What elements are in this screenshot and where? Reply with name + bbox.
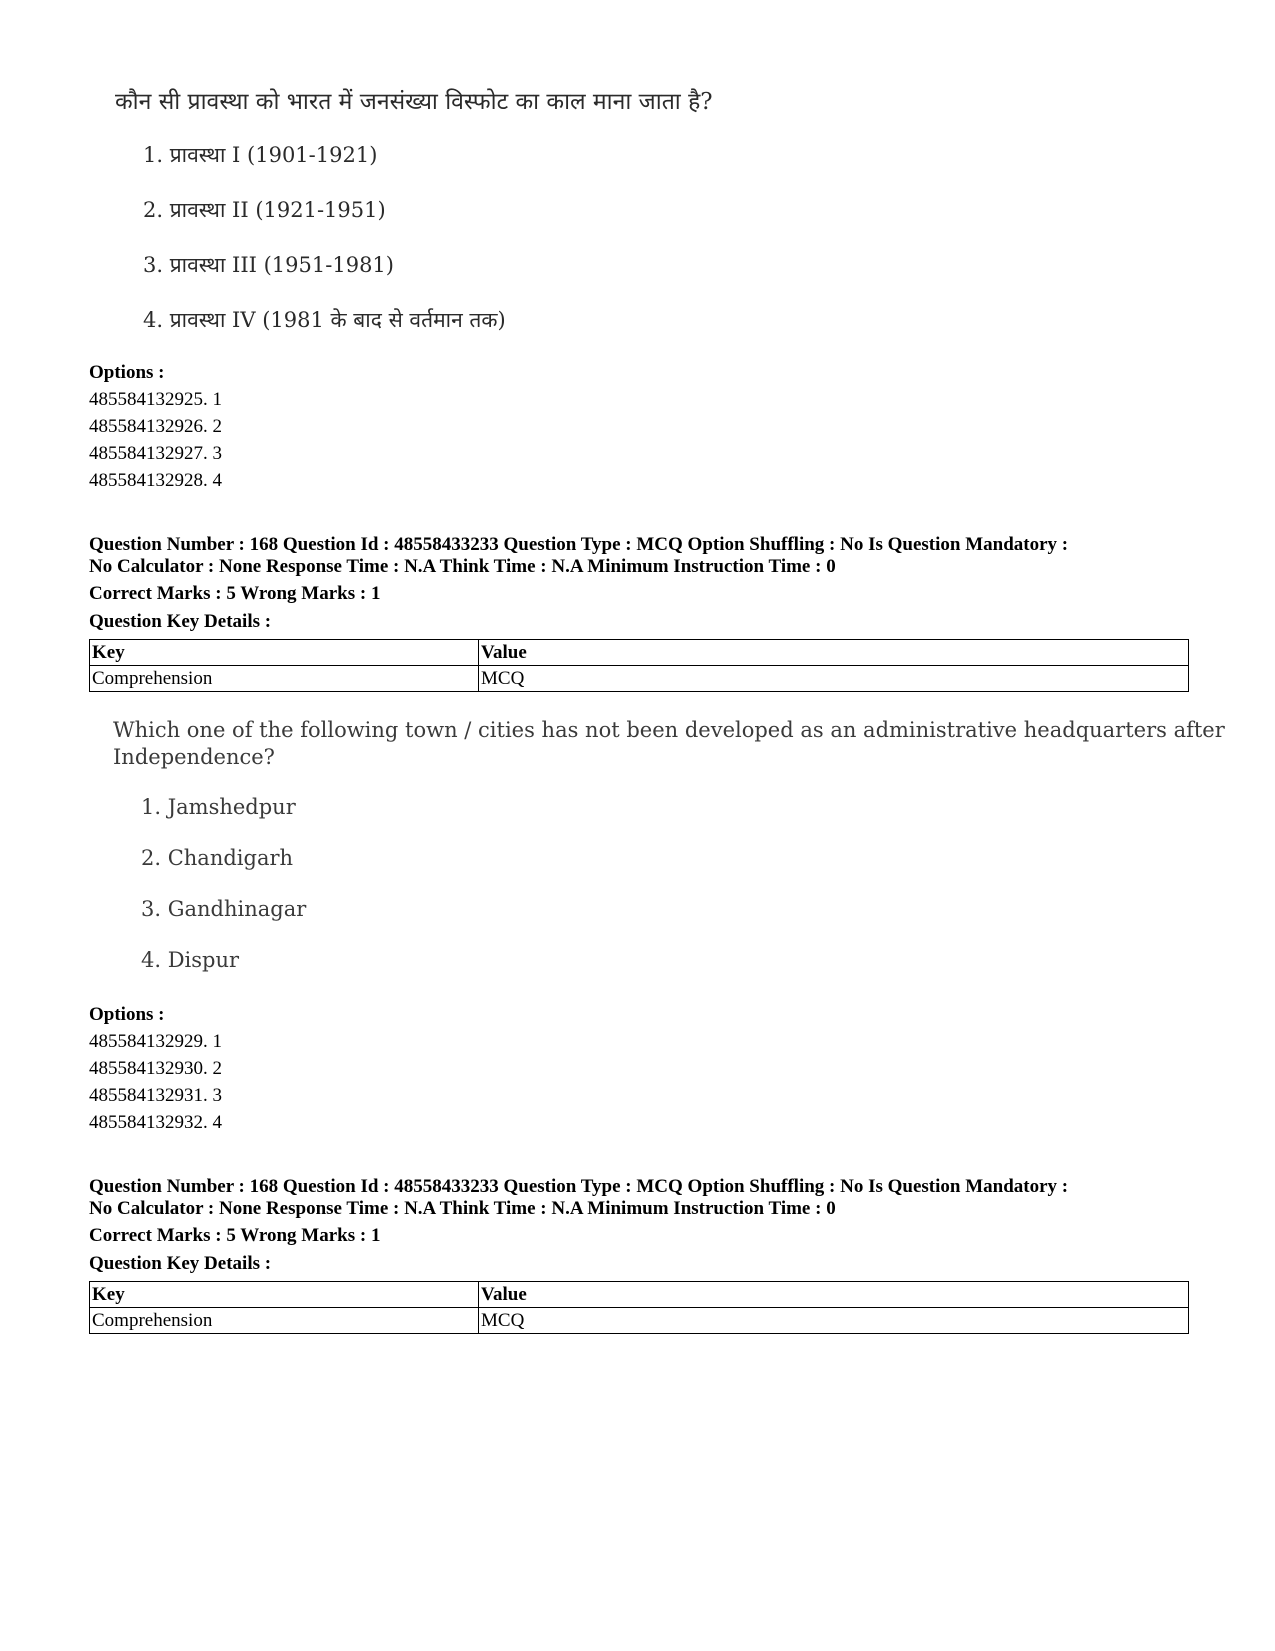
question-2-choice-1: 1. Jamshedpur (141, 795, 296, 819)
option-item: 485584132932. 4 (89, 1112, 222, 1133)
question-1-choice-3: 3. प्रावस्था III (1951-1981) (143, 253, 394, 277)
table-header-value: Value (479, 1282, 1189, 1308)
table-header-row (90, 640, 1189, 666)
table-row (90, 666, 1189, 692)
table-cell-key: Comprehension (90, 666, 479, 692)
question-2-choice-2: 2. Chandigarh (141, 846, 294, 870)
question-2-text-line-1: Which one of the following town / cities has not been developed as an administrative headquarters after (113, 718, 1225, 742)
table-row (90, 1308, 1189, 1334)
question-1-text: कौन सी प्रावस्था को भारत में जनसंख्या विस्फोट का काल माना जाता है? (115, 89, 713, 115)
question-meta-line: Question Number : 168 Question Id : 48558433233 Question Type : MCQ Option Shuffling : No Is Question Mandatory : (89, 534, 1069, 555)
option-item: 485584132929. 1 (89, 1031, 222, 1052)
key-details-heading: Question Key Details : (89, 611, 272, 632)
option-item: 485584132928. 4 (89, 470, 222, 491)
marks-line: Correct Marks : 5 Wrong Marks : 1 (89, 583, 381, 604)
table-header-row (90, 1282, 1189, 1308)
option-item: 485584132931. 3 (89, 1085, 222, 1106)
table-header-value: Value (479, 640, 1189, 666)
question-1-choice-1: 1. प्रावस्था I (1901-1921) (143, 143, 378, 167)
question-1-choice-2: 2. प्रावस्था II (1921-1951) (143, 198, 386, 222)
table-cell-value: MCQ (479, 666, 1189, 692)
key-details-heading: Question Key Details : (89, 1253, 272, 1274)
table-header-key: Key (90, 1282, 479, 1308)
options-heading: Options : (89, 362, 165, 383)
question-meta-line: No Calculator : None Response Time : N.A Think Time : N.A Minimum Instruction Time : 0 (89, 1198, 836, 1219)
marks-line: Correct Marks : 5 Wrong Marks : 1 (89, 1225, 381, 1246)
key-details-table (89, 639, 1189, 692)
question-2-text-line-2: Independence? (113, 745, 275, 769)
option-item: 485584132925. 1 (89, 389, 222, 410)
key-details-table (89, 1281, 1189, 1334)
table-header-key: Key (90, 640, 479, 666)
option-item: 485584132930. 2 (89, 1058, 222, 1079)
table-cell-value: MCQ (479, 1308, 1189, 1334)
question-2-choice-3: 3. Gandhinagar (141, 897, 307, 921)
table-cell-key: Comprehension (90, 1308, 479, 1334)
question-2-choice-4: 4. Dispur (141, 948, 240, 972)
question-meta-line: Question Number : 168 Question Id : 48558433233 Question Type : MCQ Option Shuffling : No Is Question Mandatory : (89, 1176, 1069, 1197)
question-meta-line: No Calculator : None Response Time : N.A Think Time : N.A Minimum Instruction Time : 0 (89, 556, 836, 577)
options-heading: Options : (89, 1004, 165, 1025)
option-item: 485584132926. 2 (89, 416, 222, 437)
question-1-choice-4: 4. प्रावस्था IV (1981 के बाद से वर्तमान तक) (143, 308, 506, 332)
option-item: 485584132927. 3 (89, 443, 222, 464)
